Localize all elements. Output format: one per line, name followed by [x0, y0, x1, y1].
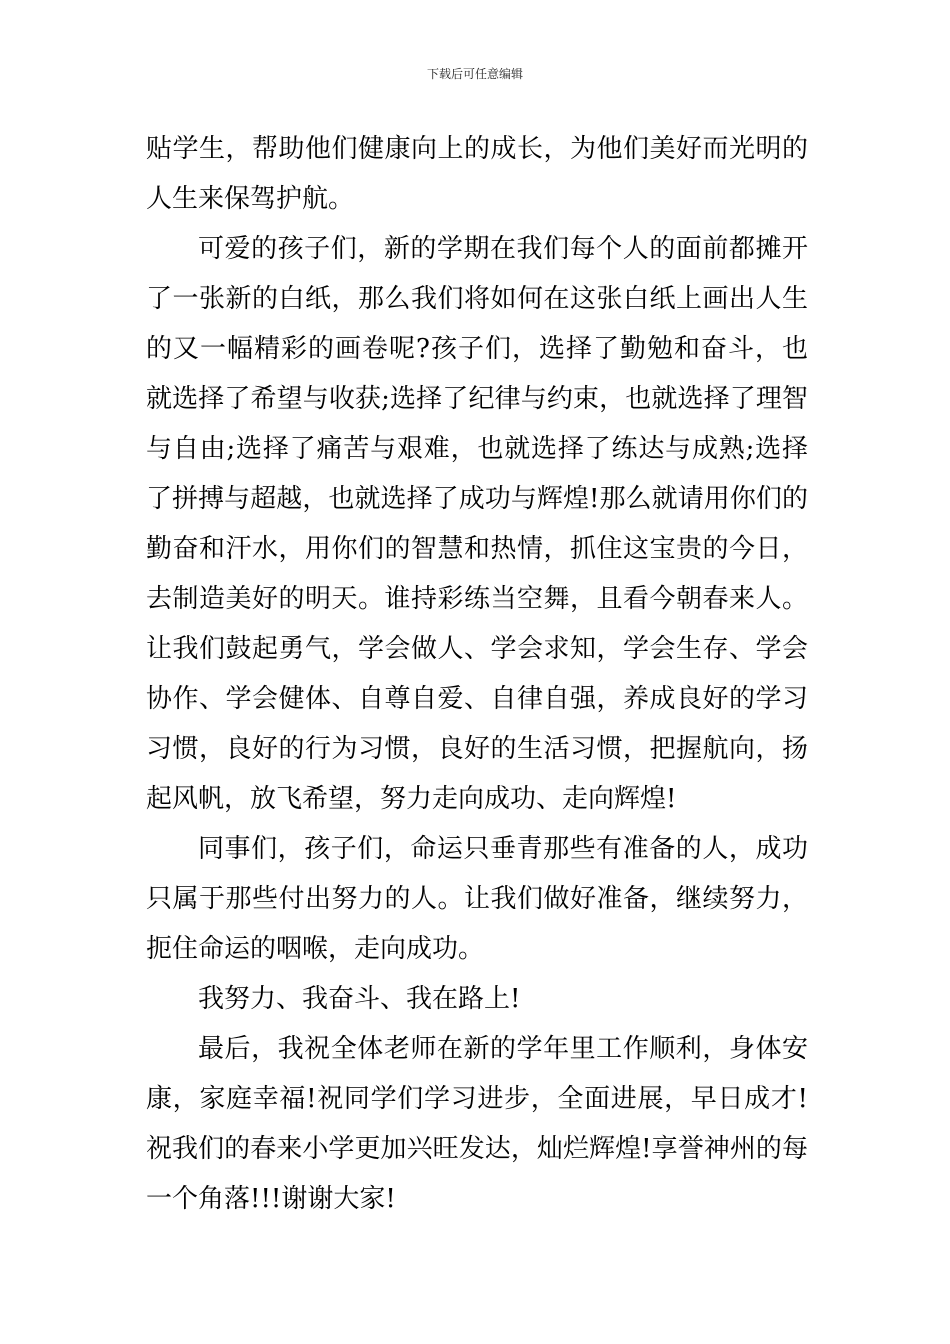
- page-header: 下载后可任意编辑: [426, 67, 523, 81]
- document-body: [146, 124, 808, 1224]
- paragraph-4: 我努力、我奋斗、我在路上!: [198, 984, 521, 1014]
- paragraph-3: 同事们，孩子们，命运只垂青那些有准备的人，成功只属于那些付出努力的人。让我们做好准备，继续努力，扼住命运的咽喉，走向成功。: [146, 834, 808, 964]
- paragraph-5: 最后，我祝全体老师在新的学年里工作顺利，身体安康，家庭幸福!祝同学们学习进步，全面进展，早日成才!祝我们的春来小学更加兴旺发达，灿烂辉煌!享誉神州的每一个角落!!!谢谢大家!: [146, 1034, 808, 1214]
- paragraph-1: 贴学生，帮助他们健康向上的成长，为他们美好而光明的人生来保驾护航。: [146, 134, 808, 214]
- paragraph-2: 可爱的孩子们，新的学期在我们每个人的面前都摊开了一张新的白纸，那么我们将如何在这张白纸上画出人生的又一幅精彩的画卷呢?孩子们，选择了勤勉和奋斗，也就选择了希望与收获;选择了纪律与约束，也就选择了理智与自由;选择了痛苦与艰难，也就选择了练达与成熟;选择了拼搏与超越，也就选择了成功与辉煌!那么就请用你们的勤奋和汗水，用你们的智慧和热情，抓住这宝贵的今日，去制造美好的明天。谁持彩练当空舞，且看今朝春来人。让我们鼓起勇气，学会做人、学会求知，学会生存、学会协作、学会健体、自尊自爱、自律自强，养成良好的学习习惯，良好的行为习惯，良好的生活习惯，把握航向，扬起风帆，放飞希望，努力走向成功、走向辉煌!: [146, 234, 808, 814]
